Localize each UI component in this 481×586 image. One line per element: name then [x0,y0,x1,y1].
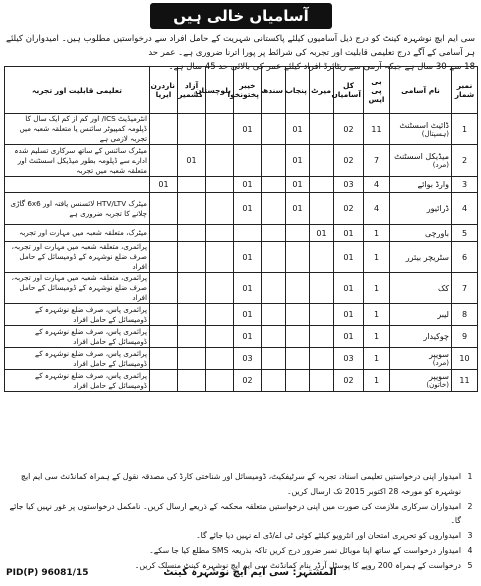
post-name: وارڈ بوائے [417,180,449,189]
total-cell: 01 [334,326,364,348]
total-cell: 03 [334,177,364,193]
footnote [6,470,475,500]
bps-cell: 1 [364,304,390,326]
pid-number: PID(P) 96081/15 [6,568,89,578]
header-sindh: سندھ [262,67,286,114]
total-cell: 02 [334,114,364,145]
table-header-row [5,67,478,114]
footnote-number: 2 [467,501,473,511]
balochistan-cell [206,242,234,273]
bps-cell: 1 [364,273,390,304]
post-name: میڈیکل اسسٹنٹ [394,152,449,161]
balochistan-cell [206,225,234,242]
fata-cell [150,193,178,225]
post-cell [390,145,452,177]
kpk-cell: 02 [234,370,262,392]
post-subtitle: (مرد) [432,161,449,169]
balochistan-cell [206,370,234,392]
merit-cell [310,114,334,145]
total-cell: 01 [334,273,364,304]
sindh-cell [262,177,286,193]
serial-cell: 2 [452,145,478,177]
bps-cell: 1 [364,348,390,370]
merit-cell [310,242,334,273]
sindh-cell [262,242,286,273]
post-cell [390,273,452,304]
punjab-cell: 01 [286,177,310,193]
serial-cell: 8 [452,304,478,326]
footnote-text: امیدوار اپنی درخواستیں تعلیمی اسناد، تجربہ کے سرٹیفکیٹ، ڈومیسائل اور شناختی کارڈ کی مصدقہ نقول کے ہمراہ کمانڈنٹ سی ایم ایچ نوشہرہ کو مورخہ 28 اکتوبر 2015 تک ارسال کریں۔ [20,472,461,496]
merit-cell [310,177,334,193]
footnote-text: امیدواروں کو تحریری امتحان اور انٹرویو کیلئے کوئی ٹی اے/ڈی اے نہیں دیا جائے گا۔ [196,531,461,541]
footnote-text: درخواست کے ہمراہ 200 روپے کا پوسٹل آرڈر بنام کمانڈنٹ سی ایم ایچ نوشہرہ کینٹ منسلک کریں۔ [134,560,461,570]
table-row [5,114,478,145]
serial-cell: 4 [452,193,478,225]
footnote-number: 4 [467,545,473,555]
balochistan-cell [206,145,234,177]
kpk-cell [234,145,262,177]
ajk-cell [178,193,206,225]
serial-cell: 7 [452,273,478,304]
post-subtitle: (مرد) [432,359,449,367]
ajk-cell [178,326,206,348]
qualification-cell: پرائمری پاس، صرف ضلع نوشہرہ کے ڈومیسائل کے حامل افراد [5,370,150,392]
kpk-cell: 01 [234,114,262,145]
sindh-cell [262,193,286,225]
table-body [5,114,478,392]
post-name: ڈرائیور [426,204,449,213]
footnote-number: 3 [467,531,473,541]
table-row [5,177,478,193]
sindh-cell [262,114,286,145]
serial-cell: 6 [452,242,478,273]
ajk-cell [178,242,206,273]
header-serial: نمبر شمار [452,67,478,114]
post-cell [390,370,452,392]
total-cell: 01 [334,304,364,326]
sindh-cell [262,145,286,177]
post-cell [390,114,452,145]
header-punjab: پنجاب [286,67,310,114]
fata-cell [150,370,178,392]
serial-cell: 5 [452,225,478,242]
bps-cell: 4 [364,193,390,225]
qualification-cell: پرائمری، متعلقہ شعبہ میں مہارت اور تجربہ، صرف ضلع نوشہرہ کے ڈومیسائل کے حامل افراد [5,273,150,304]
balochistan-cell [206,193,234,225]
punjab-cell [286,348,310,370]
merit-cell [310,273,334,304]
qualification-cell [5,177,150,193]
ajk-cell [178,348,206,370]
total-cell: 02 [334,370,364,392]
merit-cell [310,326,334,348]
qualification-cell: پرائمری پاس، صرف ضلع نوشہرہ کے ڈومیسائل کے حامل افراد [5,348,150,370]
header-total: کل آسامیاں [334,67,364,114]
post-name: سویپر [429,372,449,381]
ajk-cell [178,273,206,304]
table-row [5,225,478,242]
punjab-cell: 01 [286,193,310,225]
post-name: لیبر [437,310,449,319]
kpk-cell: 01 [234,177,262,193]
qualification-cell: پرائمری، متعلقہ شعبہ میں مہارت اور تجربہ، صرف ضلع نوشہرہ کے ڈومیسائل کے حامل افراد [5,242,150,273]
sindh-cell [262,304,286,326]
qualification-cell: میٹرک HTV/LTV لائسنس یافتہ اور 6x6 گاڑی چلانے کا تجربہ ضروری ہے [5,193,150,225]
ajk-cell [178,370,206,392]
merit-cell [310,304,334,326]
post-cell [390,326,452,348]
balochistan-cell [206,177,234,193]
post-cell [390,177,452,193]
balochistan-cell [206,326,234,348]
kpk-cell: 01 [234,273,262,304]
fata-cell [150,225,178,242]
punjab-cell [286,273,310,304]
ajk-cell [178,177,206,193]
fata-cell [150,326,178,348]
header-balochistan: بلوچستان [206,67,234,114]
footnote-number: 1 [467,472,473,481]
intro-line: سی ایم ایچ نوشہرہ کینٹ کو درج ذیل آسامیوں کیلئے پاکستانی شہریت کے حامل افراد سے درخواستیں مطلوب ہیں۔ امیدواران کیلئے ہر آسامی کے آگے درج تعلیمی قابلیت اور تجربہ کی شرائط پر پورا اترنا ضروری ہے۔ عمر حد [6,34,475,58]
table-row [5,273,478,304]
header-post: نام آسامی [390,67,452,114]
post-subtitle: (ہسپتال) [421,129,449,138]
fata-cell [150,348,178,370]
table-row [5,193,478,225]
ajk-cell [178,225,206,242]
kpk-cell: 01 [234,304,262,326]
bps-cell: 1 [364,326,390,348]
table-row [5,242,478,273]
post-name: چوکیدار [423,332,449,341]
fata-cell [150,304,178,326]
header-ajk: آزاد کشمیر [178,67,206,114]
footnotes [6,470,475,574]
post-cell [390,193,452,225]
vacancies-table [4,66,478,392]
fata-cell [150,145,178,177]
fata-cell [150,114,178,145]
footnote [6,544,475,559]
serial-cell: 11 [452,370,478,392]
bps-cell: 1 [364,242,390,273]
sindh-cell [262,273,286,304]
serial-cell: 10 [452,348,478,370]
kpk-cell: 01 [234,242,262,273]
punjab-cell [286,370,310,392]
total-cell: 01 [334,225,364,242]
kpk-cell: 01 [234,326,262,348]
total-cell: 02 [334,145,364,177]
bps-cell: 1 [364,370,390,392]
ajk-cell: 01 [178,145,206,177]
merit-cell [310,193,334,225]
bps-cell: 4 [364,177,390,193]
bps-cell: 11 [364,114,390,145]
merit-cell [310,370,334,392]
punjab-cell [286,326,310,348]
table-row [5,370,478,392]
merit-cell [310,348,334,370]
footnote-number: 5 [467,560,473,570]
ajk-cell [178,114,206,145]
punjab-cell: 01 [286,145,310,177]
qualification-cell: انٹرمیڈیٹ ICS/ اور کم از کم ایک سال کا ڈپلومہ کمپیوٹر سائنس یا متعلقہ شعبہ میں تجربہ لازمی ہے [5,114,150,145]
total-cell: 03 [334,348,364,370]
total-cell: 01 [334,242,364,273]
header-fata: ناردرن ایریا [150,67,178,114]
qualification-cell: پرائمری پاس، صرف ضلع نوشہرہ کے ڈومیسائل کے حامل افراد [5,326,150,348]
header-merit: میرٹ [310,67,334,114]
post-name: سٹریچر بیئرر [405,252,449,262]
table-row [5,348,478,370]
balochistan-cell [206,348,234,370]
qualification-cell: پرائمری پاس، صرف ضلع نوشہرہ کے ڈومیسائل کے حامل افراد [5,304,150,326]
bps-cell: 1 [364,225,390,242]
sindh-cell [262,348,286,370]
footnote-text: امیدواران سرکاری ملازمت کی صورت میں اپنی درخواستیں متعلقہ محکمہ کے ذریعے ارسال کریں۔ نامکمل درخواستوں پر غور نہیں کیا جائے گا۔ [9,501,461,526]
serial-cell: 9 [452,326,478,348]
fata-cell [150,242,178,273]
post-subtitle: (خاتون) [426,381,449,389]
punjab-cell [286,304,310,326]
post-name: ڈائیٹ اسسٹنٹ [399,120,449,130]
table-row [5,326,478,348]
punjab-cell: 01 [286,114,310,145]
intro-line: 18 سے 30 سال ہے جبکہ آرمی سے ریٹائرڈ افراد کیلئے عمر کی بالائی حد 45 سال ہے۔ [168,62,475,72]
serial-cell: 1 [452,114,478,145]
header-qualification: تعلیمی قابلیت اور تجربہ [5,67,150,114]
post-cell [390,225,452,242]
sindh-cell [262,326,286,348]
merit-cell: 01 [310,225,334,242]
kpk-cell [234,225,262,242]
qualification-cell: میٹرک، متعلقہ شعبہ میں مہارت اور تجربہ [5,225,150,242]
table-row [5,145,478,177]
punjab-cell [286,242,310,273]
sindh-cell [262,225,286,242]
post-cell [390,304,452,326]
post-cell [390,242,452,273]
header-kpk: خیبر پختونخوا [234,67,262,114]
balochistan-cell [206,114,234,145]
balochistan-cell [206,304,234,326]
sindh-cell [262,370,286,392]
post-name: باورچی [424,228,449,238]
header-bps: بی پی ایس [364,67,390,114]
fata-cell: 01 [150,177,178,193]
punjab-cell [286,225,310,242]
footnote [6,529,475,544]
post-name: کک [438,283,449,293]
balochistan-cell [206,273,234,304]
ajk-cell [178,304,206,326]
merit-cell [310,145,334,177]
vacancies-title: آسامیاں خالی ہیں [150,3,332,29]
kpk-cell: 03 [234,348,262,370]
advertiser-line: المشتہر: سی ایم ایچ نوشہرہ کینٹ [163,567,337,578]
kpk-cell: 01 [234,193,262,225]
post-cell [390,348,452,370]
qualification-cell: میٹرک سائنس کے ساتھ سرکاری تسلیم شدہ ادارے سے ڈپلومہ بطور میڈیکل اسسٹنٹ اور متعلقہ شعبہ میں تجربہ [5,145,150,177]
total-cell: 02 [334,193,364,225]
fata-cell [150,273,178,304]
table-row [5,304,478,326]
footnote [6,500,475,530]
serial-cell: 3 [452,177,478,193]
post-name: سویپر [429,350,449,359]
footnote-text: امیدوار درخواست کے ساتھ اپنا موبائل نمبر ضرور درج کریں تاکہ بذریعہ SMS مطلع کیا جا سکے۔ [149,545,461,555]
bps-cell: 7 [364,145,390,177]
